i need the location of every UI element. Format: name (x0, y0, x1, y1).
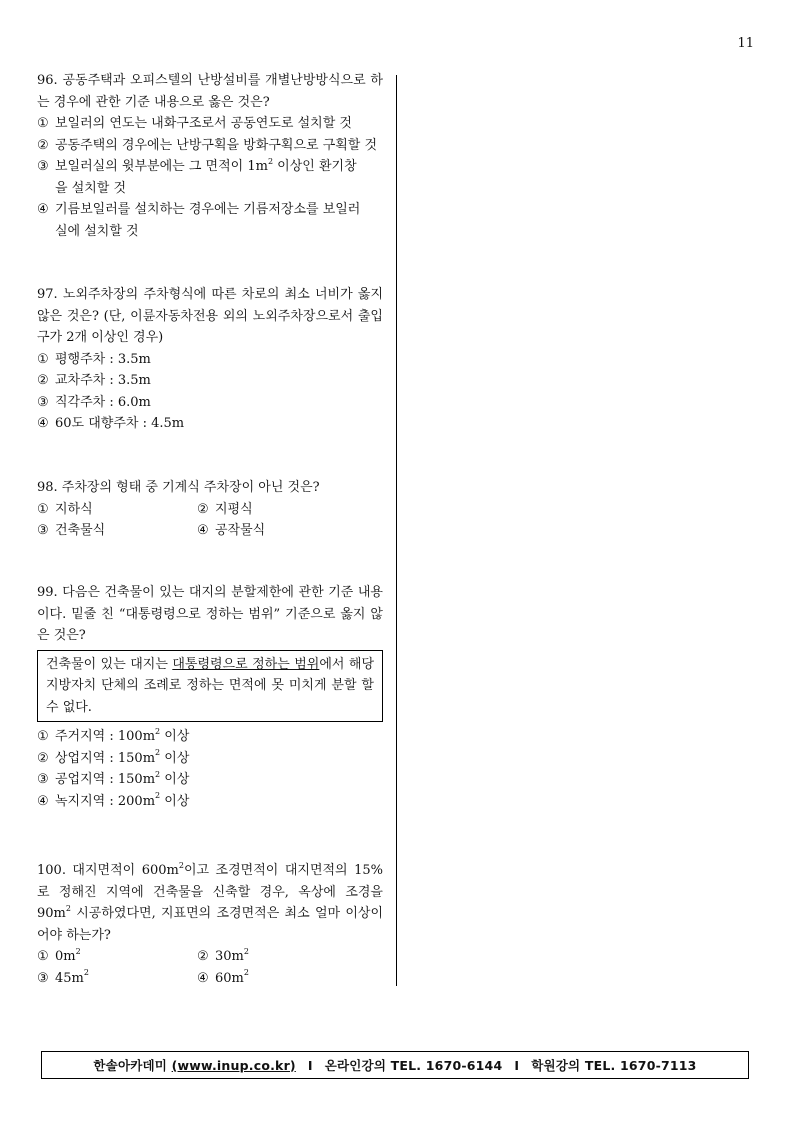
superscript: 2 (155, 769, 161, 779)
option-4[interactable] (37, 791, 383, 813)
question-97 (37, 284, 383, 435)
question-stem: 96. 공동주택과 오피스텔의 난방설비를 개별난방방식으로 하는 경우에 관한 기준 내용으로 옳은 것은? (37, 73, 383, 110)
option-3[interactable] (37, 392, 383, 414)
option-4[interactable] (37, 199, 383, 242)
option-text-part: 보일러실의 윗부분에는 그 면적이 1m (55, 159, 268, 174)
option-text (215, 968, 357, 990)
question-98 (37, 477, 383, 542)
superscript: 2 (75, 946, 81, 956)
option-text (55, 791, 383, 813)
option-1[interactable] (37, 946, 197, 968)
option-row (37, 946, 383, 968)
question-stem: 99. 다음은 건축물이 있는 대지의 분할제한에 관한 기준 내용이다. 밑줄 친 “대통령령으로 정하는 범위” 기준으로 옳지 않은 것은? (37, 585, 383, 643)
option-number: ① (37, 351, 49, 367)
option-text-part: 이상 (160, 772, 190, 787)
option-text: 지평식 (215, 501, 253, 517)
option-text-part: 이상 (160, 729, 190, 744)
option-number: ② (37, 137, 49, 153)
website-link[interactable]: (www.inup.co.kr) (171, 1057, 296, 1073)
option-number: ③ (37, 970, 49, 986)
option-row (37, 968, 383, 990)
option-number: ④ (37, 202, 49, 217)
option-text-part: 45m (55, 970, 84, 986)
option-2[interactable] (37, 370, 383, 392)
stem-part: 시공하였다면, 지표면의 조경면적은 최소 얼마 이상이어야 하는가? (37, 906, 383, 943)
page-number: 11 (737, 36, 754, 51)
question-stem (37, 860, 383, 946)
option-text: 건축물식 (55, 523, 106, 538)
superscript: 2 (267, 156, 274, 166)
option-1[interactable] (37, 349, 383, 371)
option-number: ③ (37, 772, 49, 787)
option-text: 공동주택의 경우에는 난방구획을 방화구획으로 구획할 것 (55, 137, 378, 153)
superscript: 2 (178, 860, 184, 870)
question-100 (37, 860, 383, 989)
option-text: 60도 대향주차 : 4.5m (55, 416, 185, 431)
option-1[interactable] (37, 726, 383, 748)
option-number: ④ (37, 793, 49, 809)
question-99 (37, 582, 383, 812)
superscript: 2 (155, 748, 161, 758)
option-text-part: 주거지역 : 100m (55, 729, 156, 744)
option-text: 직각주차 : 6.0m (55, 394, 151, 410)
superscript: 2 (155, 791, 161, 801)
option-text-part: 이상 (160, 793, 190, 809)
option-text: 평행주차 : 3.5m (55, 351, 151, 367)
option-row (37, 499, 383, 521)
superscript: 2 (243, 968, 249, 978)
question-stem: 97. 노외주차장의 주차형식에 따른 차로의 최소 너비가 옳지 않은 것은? (단, 이륜자동차전용 외의 노외주차장으로서 출입구가 2개 이상인 경우) (37, 287, 383, 345)
footer-banner (41, 1051, 749, 1079)
question-96 (37, 70, 383, 242)
option-2[interactable] (197, 499, 357, 521)
option-number: ② (37, 750, 49, 766)
option-text: 교차주차 : 3.5m (55, 373, 151, 388)
option-4[interactable] (197, 968, 357, 990)
footer-separator: I (307, 1057, 313, 1073)
option-text-continuation: 을 설치할 것 (55, 180, 127, 196)
option-text (55, 156, 383, 199)
option-text-continuation: 실에 설치할 것 (55, 223, 139, 239)
option-number: ① (37, 729, 49, 744)
option-1[interactable] (37, 499, 197, 521)
option-text (55, 946, 197, 968)
option-number: ④ (197, 523, 209, 538)
superscript: 2 (65, 903, 71, 913)
option-text (215, 946, 357, 968)
online-lecture-phone: 온라인강의 TEL. 1670-6144 (324, 1058, 503, 1073)
option-3[interactable] (37, 520, 197, 542)
academy-lecture-phone: 학원강의 TEL. 1670-7113 (531, 1058, 697, 1073)
option-text-part: 이상인 환기창 (273, 159, 357, 174)
academy-name: 한솔아카데미 (93, 1058, 168, 1073)
option-text (55, 968, 197, 990)
box-text: 에서 해당 지방자치 단체의 조례로 정하는 면적에 못 미치게 분할 할 수 없다. (46, 656, 375, 715)
option-number: ③ (37, 523, 49, 538)
option-number: ③ (37, 159, 49, 174)
superscript: 2 (155, 726, 161, 736)
option-1[interactable] (37, 113, 383, 135)
option-text-part: 30m (215, 949, 244, 964)
option-2[interactable] (197, 946, 357, 968)
option-number: ② (37, 373, 49, 388)
option-text: 보일러의 연도는 내화구조로서 공동연도로 설치할 것 (55, 116, 352, 131)
box-underlined-text: 대통령령으로 정하는 범위 (172, 656, 320, 672)
option-text-part: 이상 (160, 750, 190, 766)
box-text: 건축물이 있는 대지는 (46, 656, 173, 672)
option-text (55, 769, 383, 791)
option-text (55, 199, 383, 242)
option-2[interactable] (37, 135, 383, 157)
condition-box (37, 650, 383, 723)
question-stem: 98. 주차장의 형태 중 기계식 주차장이 아닌 것은? (37, 480, 320, 495)
stem-part: 100. 대지면적이 600m (37, 863, 179, 878)
option-2[interactable] (37, 748, 383, 770)
option-text-part: 상업지역 : 150m (55, 750, 156, 766)
option-3[interactable] (37, 769, 383, 791)
option-text: 지하식 (55, 501, 93, 517)
option-3[interactable] (37, 156, 383, 199)
option-text (55, 726, 383, 748)
option-number: ① (37, 116, 49, 131)
option-number: ① (37, 501, 49, 517)
option-text-part: 60m (215, 970, 244, 986)
option-4[interactable] (197, 520, 357, 542)
option-text-part: 녹지지역 : 200m (55, 793, 156, 809)
option-number: ③ (37, 394, 49, 410)
stem-part: 이고 조경면적이 대지면적의 15%로 정해진 지역에 건축물을 신축할 경우, 옥상에 조경을 90m (37, 863, 384, 921)
option-3[interactable] (37, 968, 197, 990)
option-number: ① (37, 949, 49, 964)
option-number: ④ (197, 970, 209, 986)
option-text-part: 0m (55, 949, 76, 964)
option-text-part: 기름보일러를 설치하는 경우에는 기름저장소를 보일러 (55, 202, 361, 217)
superscript: 2 (243, 946, 249, 956)
option-row (37, 520, 383, 542)
option-number: ④ (37, 416, 49, 431)
column-divider (396, 75, 397, 986)
option-text-part: 공업지역 : 150m (55, 772, 156, 787)
option-text (55, 748, 383, 770)
option-number: ② (197, 949, 209, 964)
footer-separator: I (514, 1057, 520, 1073)
superscript: 2 (83, 968, 89, 978)
option-number: ② (197, 501, 209, 517)
option-4[interactable] (37, 413, 383, 435)
option-text: 공작물식 (215, 523, 266, 538)
